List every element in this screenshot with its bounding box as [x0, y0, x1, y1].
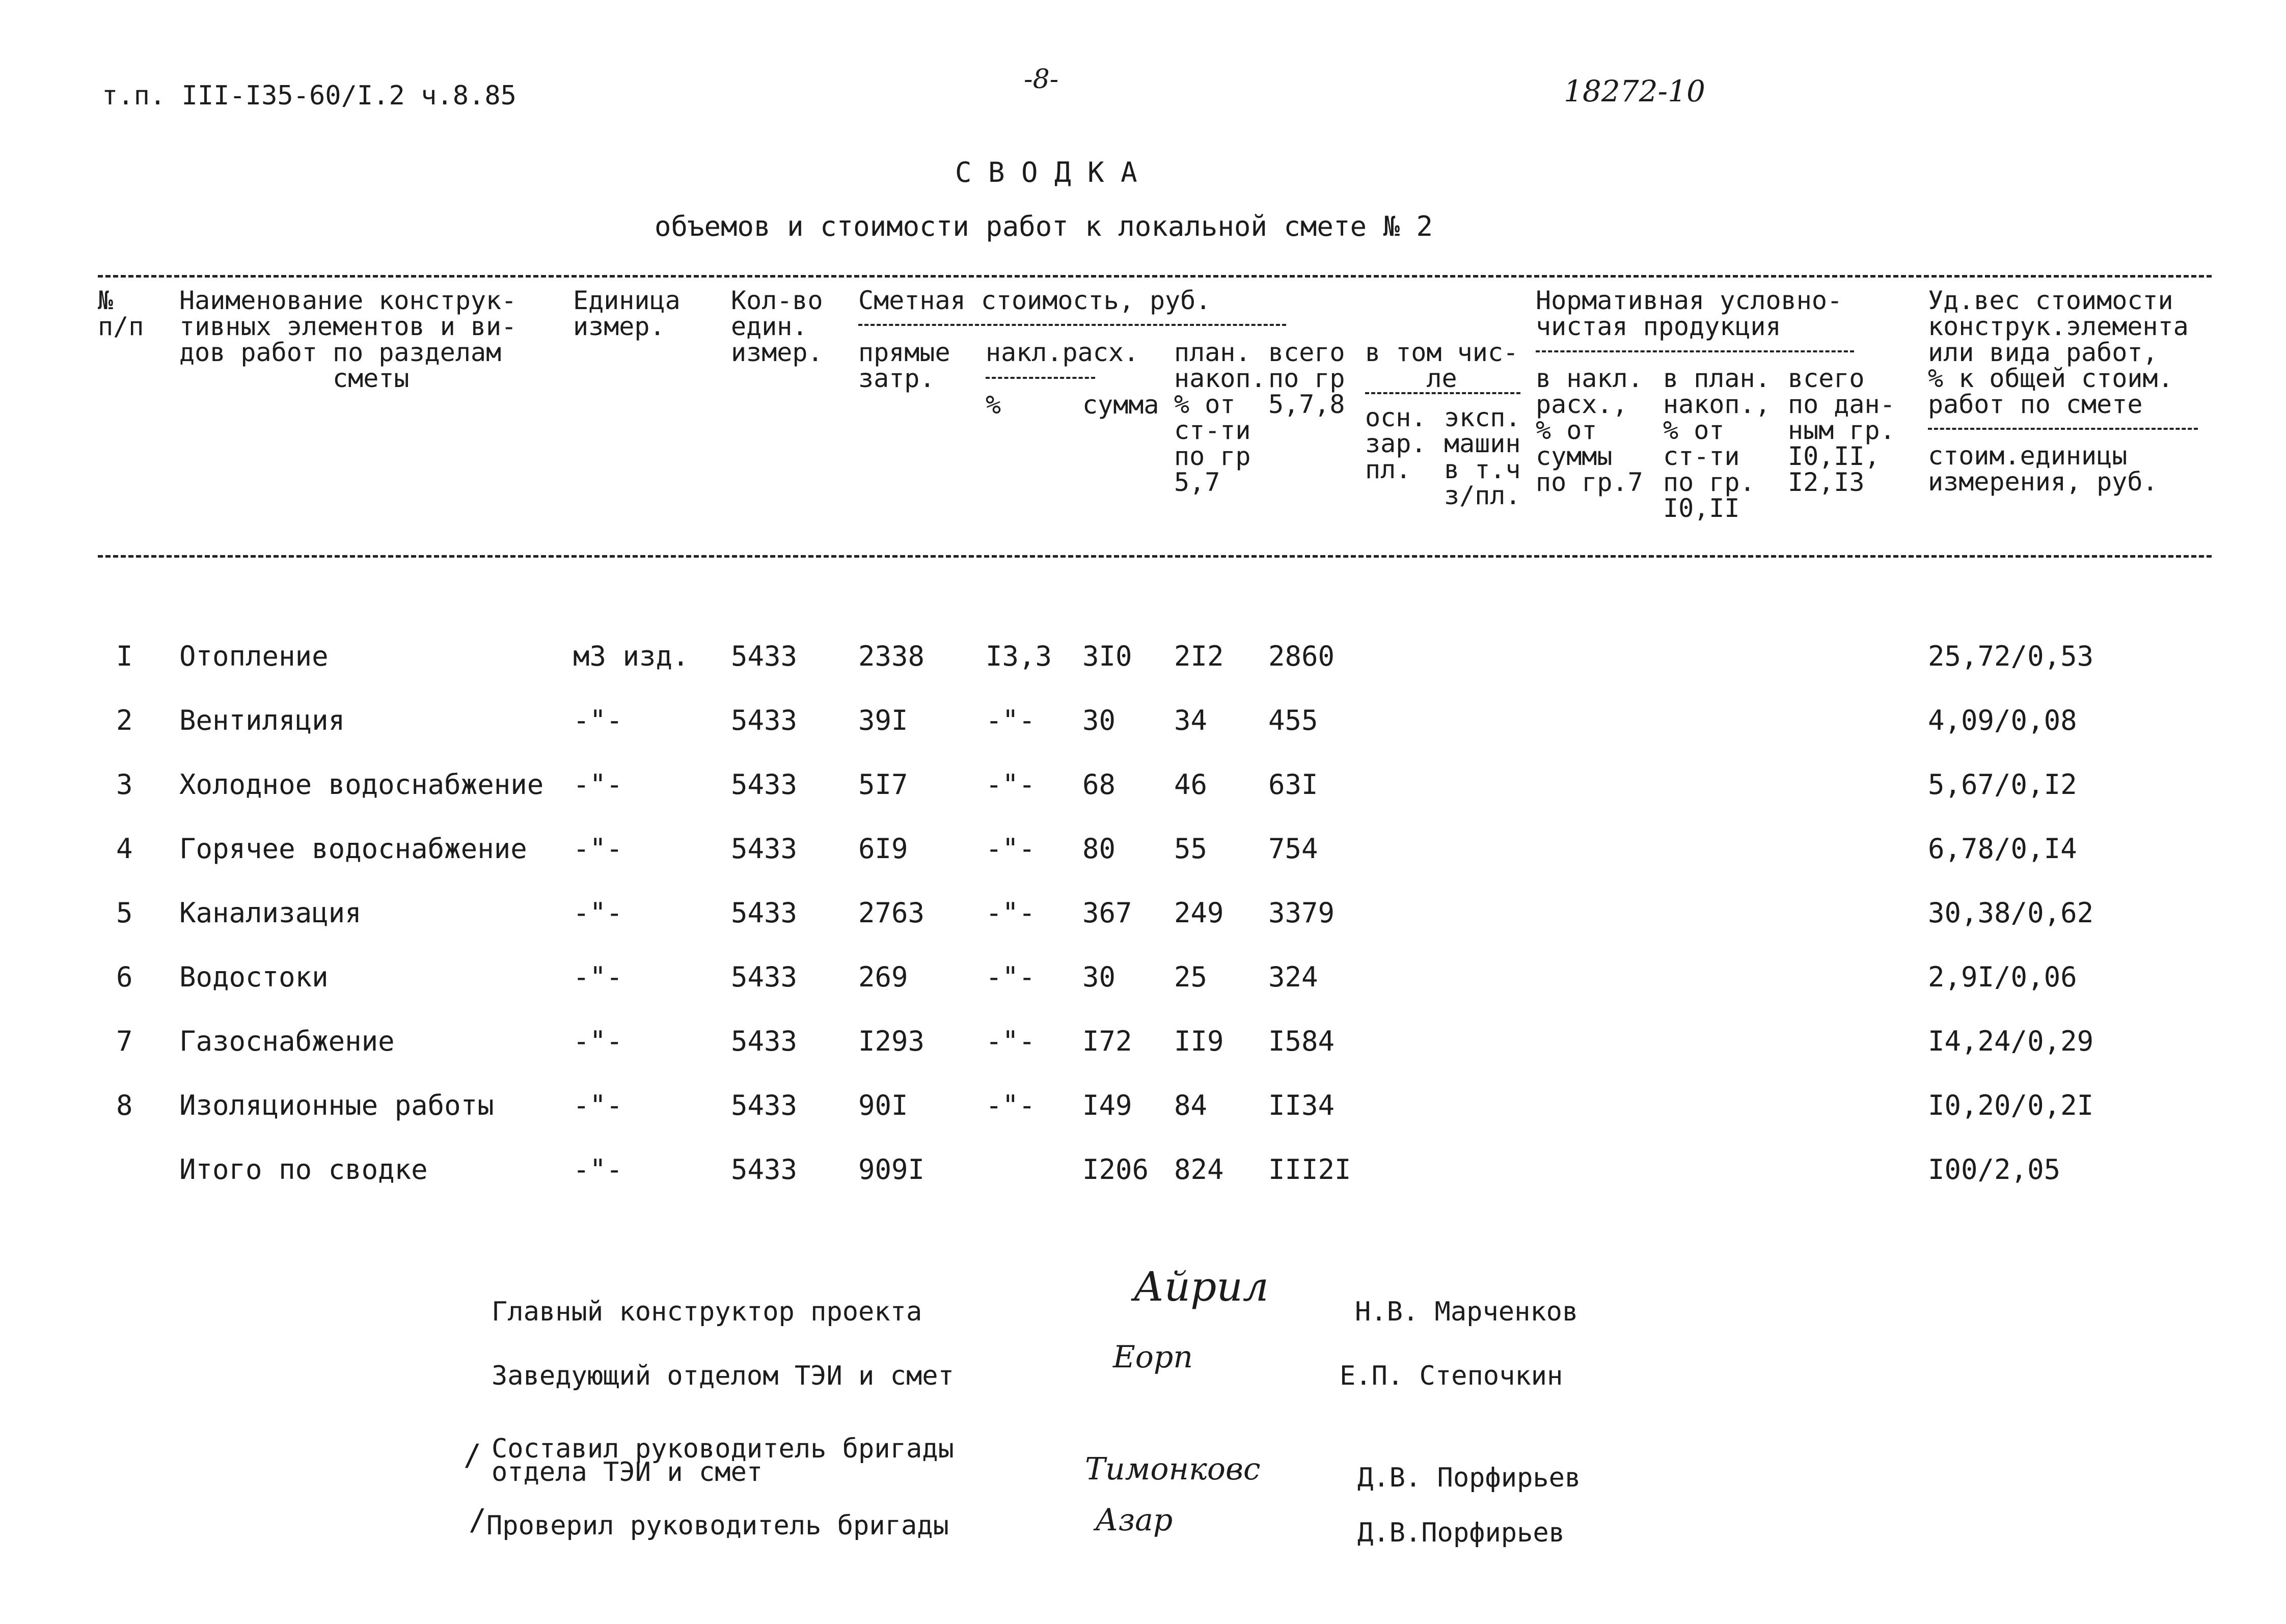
row-total: 455: [1268, 704, 1318, 736]
row-name: Водостоки: [179, 961, 329, 993]
row-unit: м3 изд.: [573, 640, 689, 672]
share-rule: [1928, 428, 2198, 430]
header-norm-planned: в план. накоп., % от ст-ти по гр. I0,II: [1663, 364, 1771, 523]
signature-name-chief: Н.В. Марченков: [1355, 1297, 1579, 1327]
row-total: 324: [1268, 961, 1318, 993]
row-num: 2: [116, 704, 133, 736]
row-overhead-pct: -"-: [986, 1025, 1036, 1057]
row-total: 3379: [1268, 897, 1335, 929]
row-overhead-pct: -"-: [986, 1089, 1036, 1121]
row-unit: -"-: [573, 768, 623, 801]
page-number: -8-: [1024, 64, 1059, 95]
row-qty: 5433: [731, 1153, 798, 1186]
row-name: Газоснабжение: [179, 1025, 395, 1057]
row-share: 6,78/0,I4: [1928, 833, 2077, 865]
row-qty: 5433: [731, 833, 798, 865]
header-norm-total: всего по дан- ным гр. I0,II, I2,I3: [1788, 364, 1895, 497]
signature-name-head: Е.П. Степочкин: [1340, 1361, 1563, 1391]
signature-role-chief: Главный конструктор проекта: [492, 1297, 922, 1327]
row-overhead-pct: -"-: [986, 961, 1036, 993]
signature-role-author: Составил руководитель бригады отдела ТЭИ и смет: [492, 1434, 954, 1488]
row-num: 4: [116, 833, 133, 865]
archive-number: 18272-10: [1564, 74, 1705, 108]
row-num: I: [116, 640, 133, 672]
row-qty: 5433: [731, 897, 798, 929]
signature-name-checker: Д.В.Порфирьев: [1357, 1518, 1565, 1548]
incl-rule: [1365, 392, 1520, 394]
row-unit: -"-: [573, 704, 623, 736]
signature-author: Тимонковс: [1085, 1451, 1261, 1487]
header-overhead-sum: сумма: [1082, 390, 1159, 420]
cost-group-rule: [858, 324, 1286, 326]
row-overhead-pct: -"-: [986, 768, 1036, 801]
header-total: всего по гр 5,7,8: [1268, 338, 1345, 419]
signature-chief: Айрил: [1133, 1263, 1269, 1310]
row-qty: 5433: [731, 1089, 798, 1121]
row-total: III2I: [1268, 1153, 1351, 1186]
row-direct: 269: [858, 961, 908, 993]
row-overhead-pct: -"-: [986, 704, 1036, 736]
row-name: Вентиляция: [179, 704, 345, 736]
signature-role-head: Заведующий отделом ТЭИ и смет: [492, 1361, 954, 1391]
row-overhead-sum: 80: [1082, 833, 1116, 865]
row-overhead-sum: 30: [1082, 704, 1116, 736]
overhead-rule: [986, 377, 1095, 379]
header-unit: Единица измер.: [573, 286, 681, 341]
signature-role-checker: Проверил руководитель бригады: [486, 1510, 949, 1541]
row-overhead-sum: I72: [1082, 1025, 1132, 1057]
header-incl-base: осн. зар. пл.: [1365, 403, 1427, 484]
row-direct: 2338: [858, 640, 925, 672]
row-planned: 25: [1174, 961, 1208, 993]
row-name: Горячее водоснабжение: [179, 833, 527, 865]
norm-group-rule: [1536, 350, 1854, 352]
row-unit: -"-: [573, 1089, 623, 1121]
row-direct: 6I9: [858, 833, 908, 865]
row-qty: 5433: [731, 1025, 798, 1057]
row-qty: 5433: [731, 961, 798, 993]
row-total: I584: [1268, 1025, 1335, 1057]
row-planned: 824: [1174, 1153, 1224, 1186]
slash-mark: /: [464, 1438, 481, 1472]
row-overhead-pct: I3,3: [986, 640, 1052, 672]
row-name: Отопление: [179, 640, 329, 672]
slash-mark: /: [469, 1502, 486, 1537]
header-incl: в том чис- ле: [1365, 338, 1519, 393]
header-norm-overhead: в накл. расх., % от суммы по гр.7: [1536, 364, 1643, 497]
row-direct: 2763: [858, 897, 925, 929]
row-overhead-sum: I49: [1082, 1089, 1132, 1121]
header-cost-group: Сметная стоимость, руб.: [858, 286, 1211, 315]
row-share: I00/2,05: [1928, 1153, 2061, 1186]
row-overhead-sum: 68: [1082, 768, 1116, 801]
row-total: II34: [1268, 1089, 1335, 1121]
row-num: 8: [116, 1089, 133, 1121]
row-overhead-sum: I206: [1082, 1153, 1149, 1186]
row-planned: 249: [1174, 897, 1224, 929]
row-num: 6: [116, 961, 133, 993]
row-name: Канализация: [179, 897, 362, 929]
header-share: Уд.вес стоимости конструк.элемента или вида работ, % к общей стоим. работ по смете: [1928, 286, 2189, 419]
row-unit: -"-: [573, 833, 623, 865]
row-share: I0,20/0,2I: [1928, 1089, 2094, 1121]
row-direct: 5I7: [858, 768, 908, 801]
table-top-rule: [98, 275, 2212, 278]
header-name: Наименование конструк- тивных элементов и ви- дов работ по разделам сметы: [179, 286, 517, 393]
row-qty: 5433: [731, 768, 798, 801]
row-num: 7: [116, 1025, 133, 1057]
header-planned: план. накоп. % от ст-ти по гр 5,7: [1174, 338, 1266, 497]
document-subtitle: объемов и стоимости работ к локальной смете № 2: [655, 210, 1433, 242]
row-name: Итого по сводке: [179, 1153, 428, 1186]
header-qty: Кол-во един. измер.: [731, 286, 823, 367]
row-unit: -"-: [573, 897, 623, 929]
row-planned: 55: [1174, 833, 1208, 865]
row-overhead-sum: 30: [1082, 961, 1116, 993]
row-overhead-pct: -"-: [986, 833, 1036, 865]
header-norm-group: Нормативная условно- чистая продукция: [1536, 286, 1843, 341]
row-total: 63I: [1268, 768, 1318, 801]
row-overhead-pct: -"-: [986, 897, 1036, 929]
row-planned: 34: [1174, 704, 1208, 736]
row-unit: -"-: [573, 1153, 623, 1186]
row-direct: 909I: [858, 1153, 925, 1186]
row-direct: I293: [858, 1025, 925, 1057]
row-name: Холодное водоснабжение: [179, 768, 544, 801]
row-share: 4,09/0,08: [1928, 704, 2077, 736]
header-overhead-pct: %: [986, 390, 1001, 420]
header-overhead: накл.расх.: [986, 338, 1139, 367]
row-direct: 39I: [858, 704, 908, 736]
row-overhead-sum: 367: [1082, 897, 1132, 929]
header-num: № п/п: [98, 286, 144, 341]
row-planned: 2I2: [1174, 640, 1224, 672]
header-unit-cost: стоим.единицы измерения, руб.: [1928, 441, 2158, 497]
header-direct: прямые затр.: [858, 338, 950, 393]
row-share: 5,67/0,I2: [1928, 768, 2077, 801]
row-planned: 84: [1174, 1089, 1208, 1121]
row-planned: 46: [1174, 768, 1208, 801]
row-unit: -"-: [573, 1025, 623, 1057]
row-share: 25,72/0,53: [1928, 640, 2094, 672]
row-total: 2860: [1268, 640, 1335, 672]
row-name: Изоляционные работы: [179, 1089, 494, 1121]
row-unit: -"-: [573, 961, 623, 993]
row-total: 754: [1268, 833, 1318, 865]
signature-head: Еорп: [1113, 1339, 1193, 1375]
row-direct: 90I: [858, 1089, 908, 1121]
row-share: I4,24/0,29: [1928, 1025, 2094, 1057]
signature-checker: Азар: [1095, 1502, 1173, 1538]
row-overhead-sum: 3I0: [1082, 640, 1132, 672]
signature-name-author: Д.В. Порфирьев: [1357, 1463, 1581, 1493]
document-reference: т.п. III-I35-60/I.2 ч.8.85: [102, 80, 516, 111]
row-num: 5: [116, 897, 133, 929]
document-title: С В О Д К А: [955, 156, 1137, 188]
header-incl-machines: эксп. машин в т.ч з/пл.: [1444, 403, 1521, 510]
row-planned: II9: [1174, 1025, 1224, 1057]
row-qty: 5433: [731, 704, 798, 736]
row-share: 2,9I/0,06: [1928, 961, 2077, 993]
row-qty: 5433: [731, 640, 798, 672]
table-header-bottom-rule: [98, 555, 2212, 558]
row-num: 3: [116, 768, 133, 801]
row-share: 30,38/0,62: [1928, 897, 2094, 929]
